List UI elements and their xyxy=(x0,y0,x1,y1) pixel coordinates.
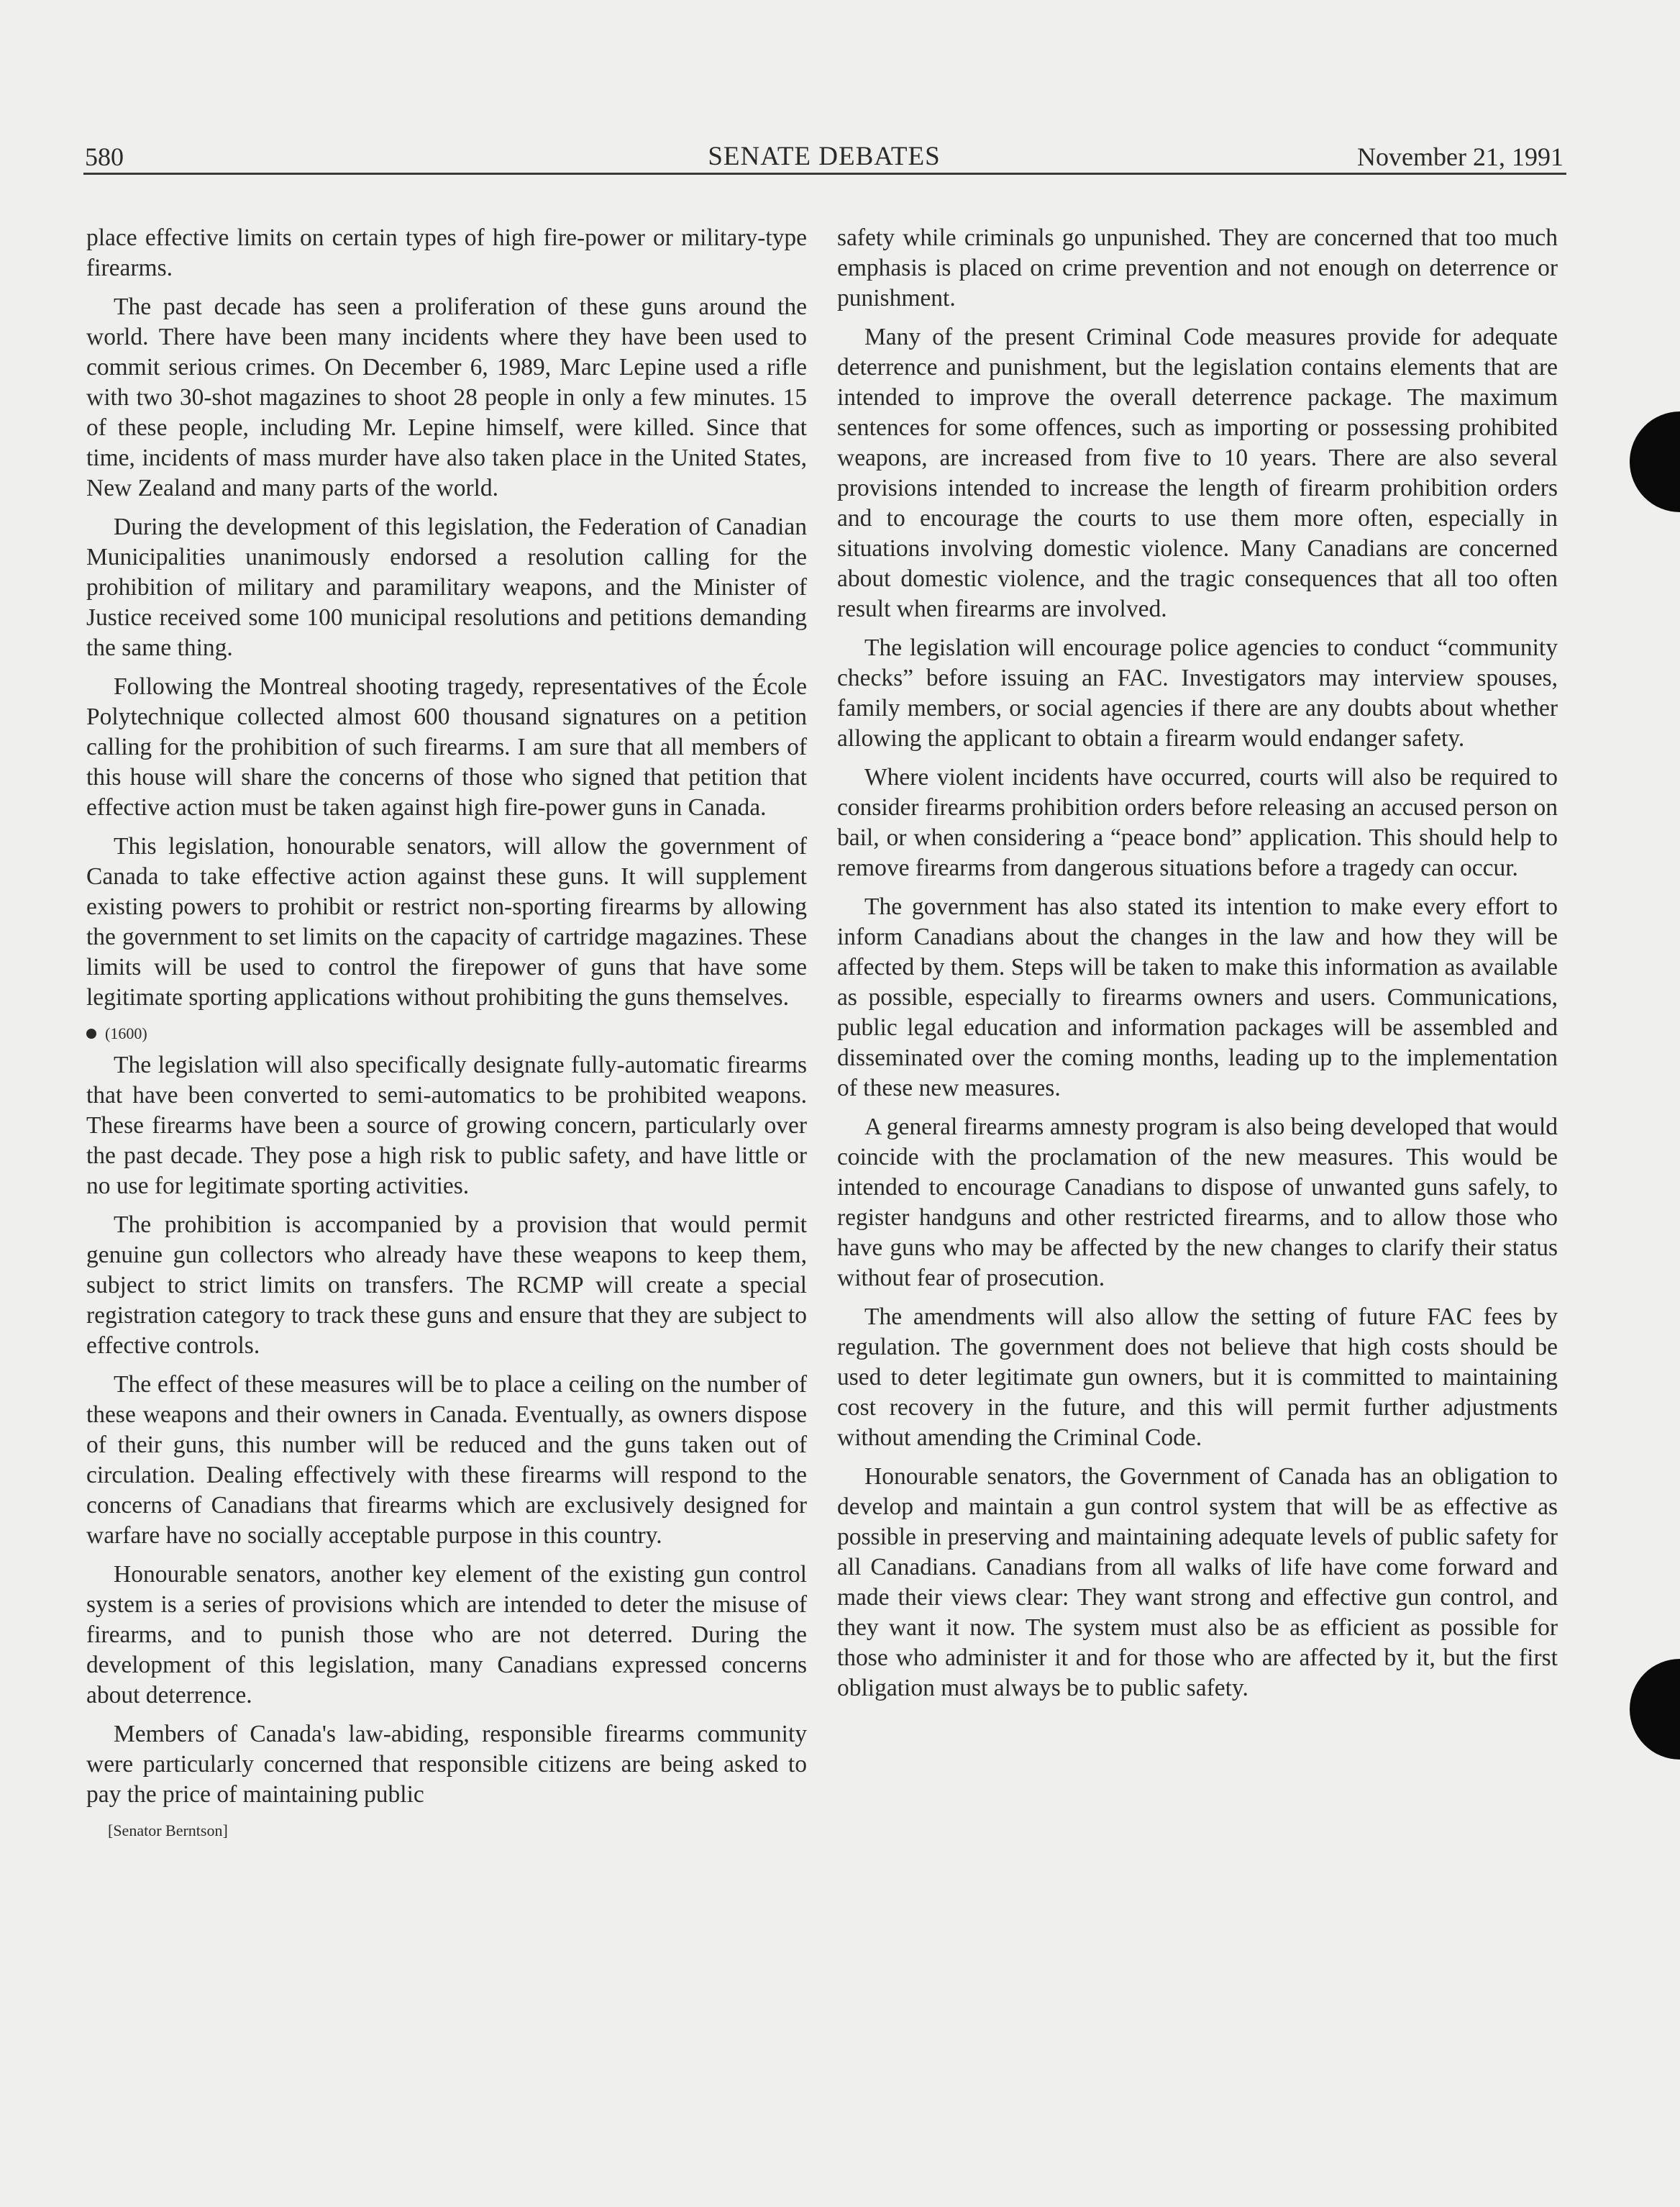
paragraph: Honourable senators, the Government of Canada has an obligation to develop and maintain a gun control system that will be as effective as possible in preserving and maintaining adequate levels of public safety for all Canadians. Canadians from all walks of life have come forward and made their views clear: They want strong and effective gun control, and they want it now. The system must also be as efficient as possible for those who administer it and for those who are affected by it, but the first obligation must always be to public safety. xyxy=(837,1463,1558,1701)
paragraph: Honourable senators, another key element of the existing gun control system is a series of provisions which are intended to deter the misuse of firearms, and to punish those who are not deterred. During the development of this legislation, many Canadians expressed concerns about deterrence. xyxy=(86,1561,807,1708)
paragraph: place effective limits on certain types of high fire-power or military-type firearms. xyxy=(86,224,807,281)
paragraph: The effect of these measures will be to place a ceiling on the number of these weapons and their owners in Canada. Eventually, as owners dispose of their guns, this number will be reduced and the guns taken out of circulation. Dealing effectively with these firearms will respond to the concerns of Canadians that firearms which are exclusively designed for warfare have no socially acceptable purpose in this country. xyxy=(86,1371,807,1549)
page-number: 580 xyxy=(85,142,124,171)
time-marker xyxy=(86,1021,807,1046)
paragraph: The legislation will encourage police agencies to conduct “community checks” before issuing an FAC. Investigators may interview spouses, family members, or social agencies if there are any doubts about whether allowing the applicant to obtain a firearm would endanger safety. xyxy=(837,634,1558,752)
bullet-icon xyxy=(86,1029,96,1039)
paragraph: Many of the present Criminal Code measures provide for adequate deterrence and punishment, but the legislation contains elements that are intended to improve the overall deterrence package. The maximum sentences for some offences, such as importing or possessing prohibited weapons, are increased from five to 10 years. There are also several provisions intended to increase the length of firearm prohibition orders and to encourage the courts to use them more often, especially in situations involving domestic violence. Many Canadians are concerned about domestic violence, and the tragic consequences that all too often result when firearms are involved. xyxy=(837,324,1558,622)
paragraph: The legislation will also specifically designate fully-automatic firearms that have been converted to semi-automatics to be prohibited weapons. These firearms have been a source of growing concern, particularly over the past decade. They pose a high risk to public safety, and have little or no use for legitimate sporting activities. xyxy=(86,1052,807,1199)
paragraph: safety while criminals go unpunished. They are concerned that too much emphasis is placed on crime prevention and not enough on deterrence or punishment. xyxy=(837,224,1558,311)
paragraph: The past decade has seen a proliferation of these guns around the world. There have been many incidents where they have been used to commit serious crimes. On December 6, 1989, Marc Lepine used a rifle with two 30-shot magazines to shoot 28 people in only a few minutes. 15 of these people, including Mr. Lepine himself, were killed. Since that time, incidents of mass murder have also taken place in the United States, New Zealand and many parts of the world. xyxy=(86,293,807,501)
paragraph: Following the Montreal shooting tragedy, representatives of the École Polytechnique collected almost 600 thousand signatures on a petition calling for the prohibition of such firearms. I am sure that all members of this house will share the concerns of those who signed that petition that effective action must be taken against high fire-power guns in Canada. xyxy=(86,673,807,821)
paragraph: Members of Canada's law-abiding, responsible firearms community were particularly concerned that responsible citizens are being asked to pay the price of maintaining public xyxy=(86,1721,807,1808)
binder-hole-top xyxy=(1630,411,1680,512)
right-column xyxy=(837,223,1558,1712)
left-column xyxy=(86,223,807,1843)
paragraph: During the development of this legislation, the Federation of Canadian Municipalities unanimously endorsed a resolution calling for the prohibition of military and paramilitary weapons, and the Minister of Justice received some 100 municipal resolutions and petitions demanding the same thing. xyxy=(86,514,807,661)
page-date: November 21, 1991 xyxy=(1357,142,1563,171)
publication-title: SENATE DEBATES xyxy=(708,142,941,171)
paragraph: A general firearms amnesty program is also being developed that would coincide with the proclamation of the new measures. This would be intended to encourage Canadians to dispose of unwanted guns safely, to register handguns and other restricted firearms, and to allow those who have guns who may be affected by the new changes to clarify their status without fear of prosecution. xyxy=(837,1114,1558,1291)
speaker-note: [Senator Berntson] xyxy=(108,1821,228,1839)
binder-hole-bottom xyxy=(1630,1659,1680,1760)
header-rule xyxy=(83,173,1566,175)
page-header xyxy=(85,138,1563,176)
paragraph: This legislation, honourable senators, will allow the government of Canada to take effective action against these guns. It will supplement existing powers to prohibit or restrict non-sporting firearms by allowing the government to set limits on the capacity of cartridge magazines. These limits will be used to control the firepower of guns that have some legitimate sporting applications without prohibiting the guns themselves. xyxy=(86,833,807,1011)
paragraph: Where violent incidents have occurred, courts will also be required to consider firearms prohibition orders before releasing an accused person on bail, or when considering a “peace bond” application. This should help to remove firearms from dangerous situations before a tragedy can occur. xyxy=(837,764,1558,881)
paragraph: The amendments will also allow the setting of future FAC fees by regulation. The government does not believe that high costs should be used to deter legitimate gun owners, but it is committed to maintaining cost recovery in the future, and this will permit further adjustments without amending the Criminal Code. xyxy=(837,1303,1558,1451)
time-marker-label: (1600) xyxy=(105,1024,147,1042)
paragraph: The government has also stated its intention to make every effort to inform Canadians about the changes in the law and how they will be affected by them. Steps will be taken to make this information as available as possible, especially to firearms owners and users. Communications, public legal education and information packages will be assembled and disseminated over the coming months, leading up to the implementation of these new measures. xyxy=(837,893,1558,1101)
paragraph: The prohibition is accompanied by a provision that would permit genuine gun collectors who already have these weapons to keep them, subject to strict limits on transfers. The RCMP will create a special registration category to track these guns and ensure that they are subject to effective controls. xyxy=(86,1211,807,1359)
